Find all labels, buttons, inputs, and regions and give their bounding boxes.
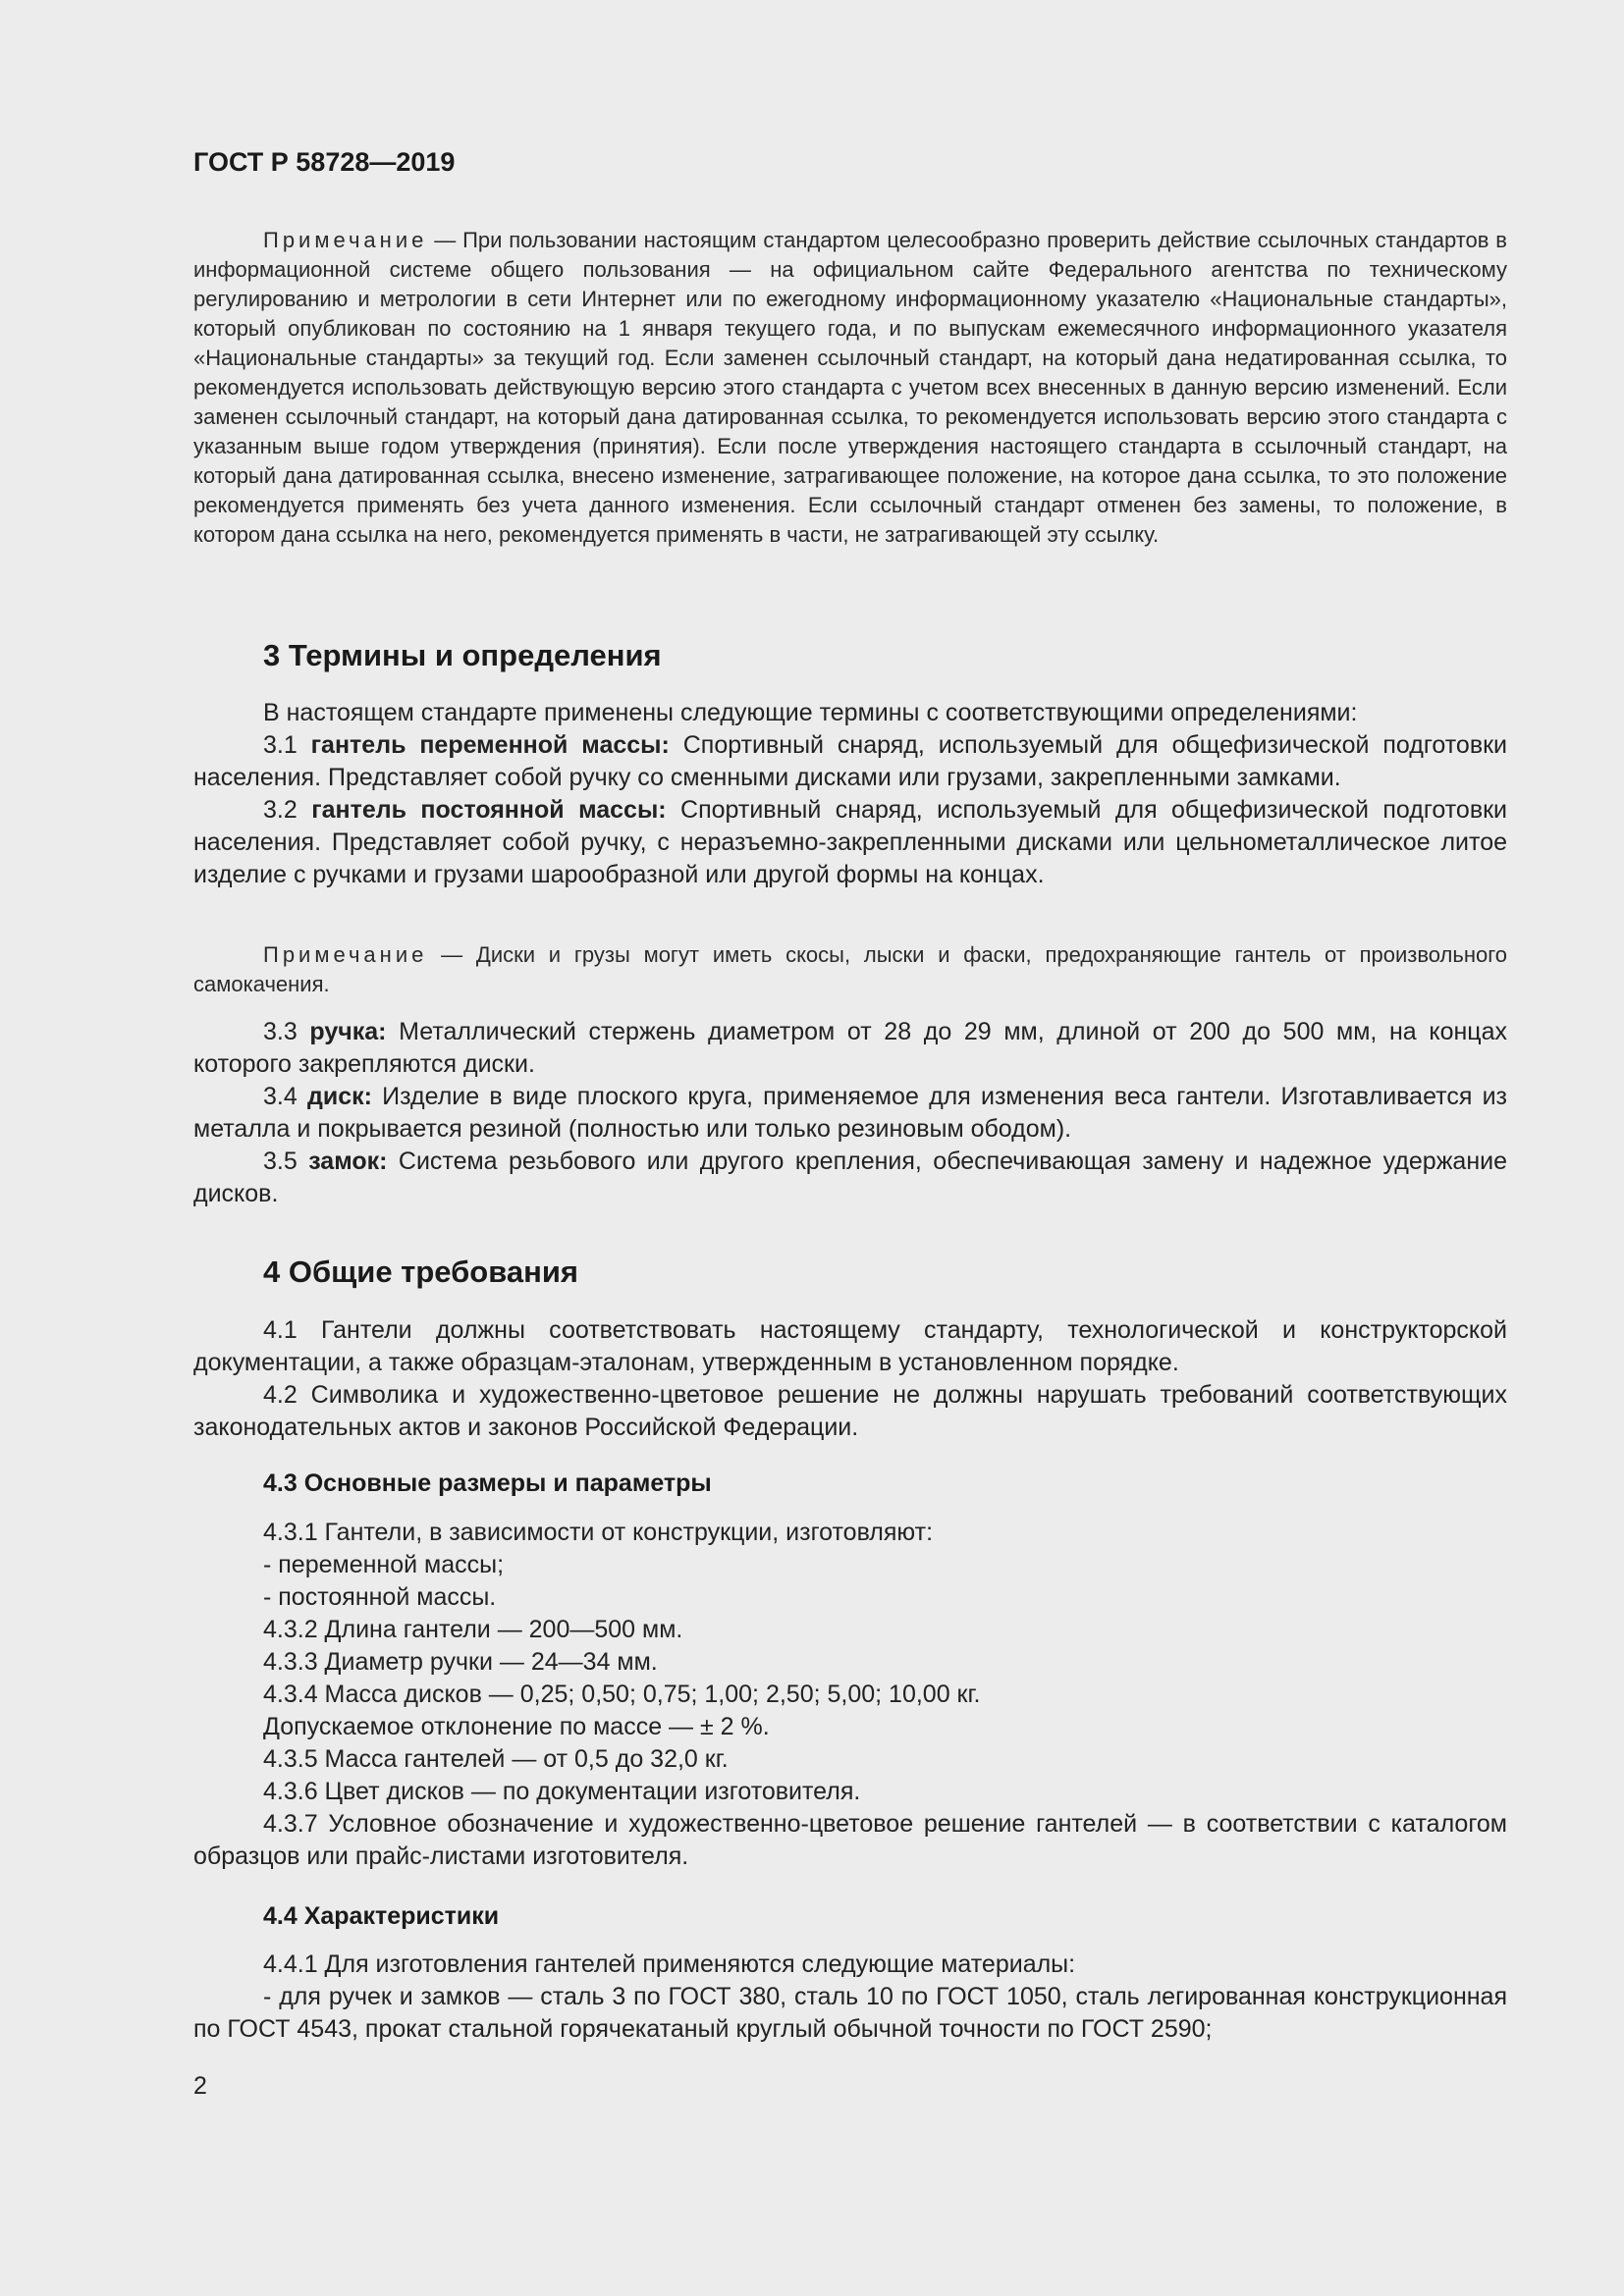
term-note [193,940,1507,999]
term-3-4: 3.4 диск: Изделие в виде плоского круга, применяемое для изменения веса гантели. Изготавливается из металла и покрывается резиной (полностью или только резиновым ободом). [193,1083,1507,1143]
para-4-3-7: 4.3.7 Условное обозначение и художественно-цветовое решение гантелей — в соответствии с каталогом образцов или прайс-листами изготовителя. [193,1810,1507,1870]
reference-note [193,226,1507,550]
document-code-header: ГОСТ Р 58728—2019 [193,147,456,177]
list-item: - постоянной массы. [263,1583,497,1611]
para-4-4-1: 4.4.1 Для изготовления гантелей применяются следующие материалы: [263,1950,1076,1978]
term-3-3: 3.3 ручка: Металлический стержень диаметром от 28 до 29 мм, длиной от 200 до 500 мм, на концах которого закрепляются диски. [193,1018,1507,1078]
subsection-4-4-body [193,1949,1507,2046]
para-4-3-4: 4.3.4 Масса дисков — 0,25; 0,50; 0,75; 1,00; 2,50; 5,00; 10,00 кг. [263,1681,981,1708]
note-label: Примечание [263,228,428,252]
note-label: Примечание [263,942,428,967]
section-3-title: 3 Термины и определения [263,638,662,672]
section-3-body [193,697,1507,891]
subsection-4-4-title: 4.4 Характеристики [263,1902,500,1930]
para-4-3-1: 4.3.1 Гантели, в зависимости от конструкции, изготовляют: [263,1519,934,1546]
para-4-3-3: 4.3.3 Диаметр ручки — 24—34 мм. [263,1648,658,1676]
term-3-5: 3.5 замок: Система резьбового или другого крепления, обеспечивающая замену и надежное удержание дисков. [193,1148,1507,1207]
section-3-body-cont [193,1016,1507,1210]
para-4-1: 4.1 Гантели должны соответствовать настоящему стандарту, технологической и конструкторской документации, а также образцам-эталонам, утвержденным в установленном порядке. [193,1316,1507,1376]
list-item: - переменной массы; [263,1551,505,1578]
section-4-body [193,1314,1507,1444]
para-4-2: 4.2 Символика и художественно-цветовое решение не должны нарушать требований соответствующих законодательных актов и законов Российской Федерации. [193,1381,1507,1441]
list-item: - для ручек и замков — сталь 3 по ГОСТ 380, сталь 10 по ГОСТ 1050, сталь легированная конструкционная по ГОСТ 4543, прокат стальной горячекатаный круглый обычной точности по ГОСТ 2590; [193,1983,1507,2043]
subsection-4-3-body [193,1517,1507,1873]
subsection-4-3-title: 4.3 Основные размеры и параметры [263,1469,712,1497]
note-text: — Диски и грузы могут иметь скосы, лыски и фаски, предохраняющие гантель от произвольного самокачения. [193,942,1507,996]
term-3-1: 3.1 гантель переменной массы: Спортивный снаряд, используемый для общефизической подготовки населения. Представляет собой ручку со сменными дисками или грузами, закрепленными замками. [193,731,1507,791]
para-4-3-5: 4.3.5 Масса гантелей — от 0,5 до 32,0 кг. [263,1745,729,1773]
section-3-intro: В настоящем стандарте применены следующие термины с соответствующими определениями: [263,699,1358,726]
para-4-3-2: 4.3.2 Длина гантели — 200—500 мм. [263,1616,683,1643]
term-3-2: 3.2 гантель постоянной массы: Спортивный снаряд, используемый для общефизической подготовки населения. Представляет собой ручку, с неразъемно-закрепленными дисками или цельнометаллическое литое изделие с ручками и грузами шарообразной или другой формы на концах. [193,796,1508,888]
section-4-title: 4 Общие требования [263,1255,578,1289]
para-4-3-4-tolerance: Допускаемое отклонение по массе — ± 2 %. [263,1713,770,1740]
page-number: 2 [193,2072,207,2100]
note-text: — При пользовании настоящим стандартом целесообразно проверить действие ссылочных стандартов в информационной системе общего пользования — на официальном сайте Федерального агентства по техническому регулированию и метрологии в сети Интернет или по ежегодному информационному указателю «Национальные стандарты», который опубликован по состоянию на 1 января текущего года, и по выпускам ежемесячного информационного указателя «Национальные стандарты» за текущий год. Если заменен ссылочный стандарт, на который дана недатированная ссылка, то рекомендуется использовать действующую версию этого стандарта с учетом всех внесенных в данную версию изменений. Если заменен ссылочный стандарт, на который дана датированная ссылка, то рекомендуется использовать версию этого стандарта с указанным выше годом утверждения (принятия). Если после утверждения настоящего стандарта в ссылочный стандарт, на который дана датированная ссылка, внесено изменение, затрагивающее положение, на которое дана ссылка, то это положение рекомендуется применять без учета данного изменения. Если ссылочный стандарт отменен без замены, то положение, в котором дана ссылка на него, рекомендуется применять в части, не затрагивающей эту ссылку. [193,228,1507,547]
para-4-3-6: 4.3.6 Цвет дисков — по документации изготовителя. [263,1778,861,1805]
